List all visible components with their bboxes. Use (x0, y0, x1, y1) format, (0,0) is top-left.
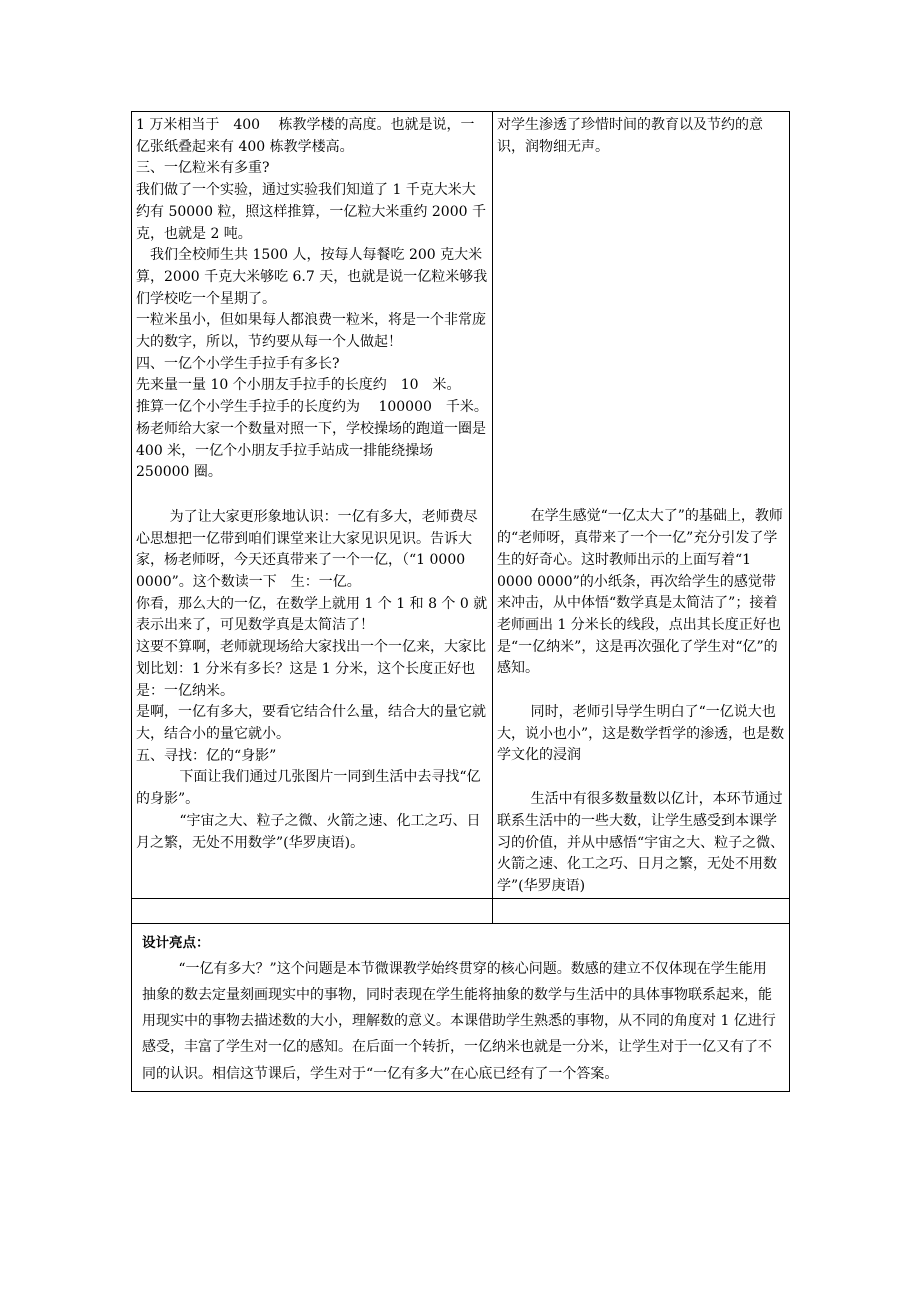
paragraph-hua-luogeng-quote: “宇宙之大、粒子之微、火箭之速、化工之巧、日月之繁，无处不用数学”(华罗庚语)。 (136, 812, 481, 851)
teaching-process-cell (132, 112, 493, 899)
paragraph-height-comparison: 1 万米相当于 400 栋教学楼的高度。也就是说，一亿张纸叠起来有 400 栋教学楼高。 (136, 117, 475, 155)
lesson-plan-table (131, 111, 790, 1092)
content-row (132, 112, 790, 899)
intent-life-connection: 生活中有很多数量数以亿计，本环节通过联系生活中的一些大数，让学生感受到本课学习的价值，并从中感悟“宇宙之大、粒子之微、火箭之速、化工之巧、日月之繁，无处不用数学”(华罗庚语) (497, 791, 785, 894)
empty-row (132, 898, 790, 923)
paragraph-big-and-small: 是啊，一亿有多大，要看它结合什么量，结合大的量它就大，结合小的量它就小。 (136, 704, 486, 742)
empty-cell-right (493, 898, 790, 923)
heading-hand-in-hand: 四、一亿个小学生手拉手有多长? (136, 355, 340, 372)
paragraph-save-rice: 一粒米虽小，但如果每人都浪费一粒米，将是一个非常庞大的数字，所以，节约要从每一个人做起！ (136, 312, 486, 351)
intent-value-time: 对学生渗透了珍惜时间的教育以及节约的意识，润物细无声。 (497, 117, 763, 155)
paragraph-decimeter: 这要不算啊，老师就现场给大家找出一个一亿来，大家比划比划：1 分米有多长？这是 1 分米，这个长度正好也是：一亿纳米。 (136, 639, 486, 699)
summary-row (132, 923, 790, 1091)
paragraph-math-concise: 你看，那么大的一亿，在数学上就用 1 个 1 和 8 个 0 就表示出来了，可见数学真是太简洁了！ (136, 595, 488, 634)
design-highlights-title: 设计亮点： (142, 934, 210, 951)
paragraph-estimate-length: 推算一亿个小学生手拉手的长度约为 100000 千米。 (136, 399, 488, 416)
intent-philosophy: 同时，老师引导学生明白了“一亿说大也大，说小也小”，这是数学哲学的渗透，也是数学文化的浸润 (497, 704, 785, 764)
heading-find-shadow: 五、寻找：亿的“身影” (136, 747, 277, 764)
design-intent-cell (493, 112, 790, 899)
heading-rice-weight: 三、一亿粒米有多重? (136, 160, 270, 177)
paragraph-bring-one-hundred-million: 为了让大家更形象地认识：一亿有多大，老师费尽心思想把一亿带到咱们课堂来让大家见识见识。告诉大家，杨老师呀，今天还真带来了一个一亿，（“1 0000 0000”。这个数读一下 生：一亿。 (136, 508, 478, 591)
empty-cell-left (132, 898, 493, 923)
intent-curiosity: 在学生感觉“一亿太大了”的基础上，教师的“老师呀，真带来了一个一亿”充分引发了学生的好奇心。这时教师出示的上面写着“1 0000 0000”的小纸条，再次给学生的感觉带来冲击，从中体悟“数学真是太简洁了”；接着老师画出 1 分米长的线段，点出其长度正好也是“一亿纳米”，这是再次强化了学生对“亿”的感知。 (497, 508, 783, 677)
paragraph-pictures-intro: 下面让我们通过几张图片一同到生活中去寻找“亿的身影”。 (136, 769, 481, 808)
design-highlights-body: “一亿有多大？”这个问题是本节微课教学始终贯穿的核心问题。数感的建立不仅体现在学生能用抽象的数去定量刻画现实中的事物，同时表现在学生能将抽象的数学与生活中的具体事物联系起来，能用现实中的事物去描述数的大小，理解数的意义。本课借助学生熟悉的事物，从不同的角度对 1 亿进行感受，丰富了学生对一亿的感知。在后面一个转折，一亿纳米也就是一分米，让学生对于一亿又有了不同的认识。相信这节课后，学生对于“一亿有多大”在心底已经有了一个答案。 (142, 960, 776, 1082)
paragraph-school-consumption: 我们全校师生共 1500 人，按每人每餐吃 200 克大米算，2000 千克大米够吃 6.7 天，也就是说一亿粒米够我们学校吃一个星期了。 (136, 247, 488, 307)
paragraph-playground-laps: 杨老师给大家一个数量对照一下，学校操场的跑道一圈是 400 米，一亿个小朋友手拉手站成一排能绕操场 250000 圈。 (136, 420, 486, 481)
paragraph-measure-ten-children: 先来量一量 10 个小朋友手拉手的长度约 10 米。 (136, 377, 461, 394)
design-highlights-cell (132, 923, 790, 1091)
paragraph-rice-experiment: 我们做了一个实验，通过实验我们知道了 1 千克大米大约有 50000 粒，照这样推算，一亿粒大米重约 2000 千克，也就是 2 吨。 (136, 182, 486, 242)
